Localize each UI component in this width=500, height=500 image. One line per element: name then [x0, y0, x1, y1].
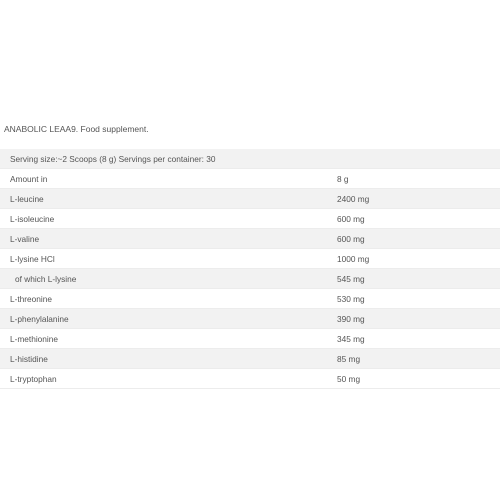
ingredient-amount: 600 mg: [325, 229, 500, 249]
ingredient-name: L-valine: [0, 229, 325, 249]
table-row: [0, 369, 500, 389]
serving-size-text: Serving size:~2 Scoops (8 g) Servings per container: 30: [0, 149, 500, 169]
ingredient-name: L-leucine: [0, 189, 325, 209]
table-row: [0, 309, 500, 329]
nutrition-table: [0, 149, 500, 389]
ingredient-name: L-isoleucine: [0, 209, 325, 229]
table-row: [0, 169, 500, 189]
product-description: ANABOLIC LEAA9. Food supplement.: [4, 124, 149, 134]
ingredient-name: of which L-lysine: [0, 269, 325, 289]
ingredient-name: Amount in: [0, 169, 325, 189]
table-row: [0, 329, 500, 349]
ingredient-name: L-lysine HCl: [0, 249, 325, 269]
ingredient-amount: 50 mg: [325, 369, 500, 389]
ingredient-name: L-methionine: [0, 329, 325, 349]
serving-size-row: [0, 149, 500, 169]
ingredient-amount: 545 mg: [325, 269, 500, 289]
ingredient-amount: 8 g: [325, 169, 500, 189]
table-row: [0, 289, 500, 309]
ingredient-amount: 2400 mg: [325, 189, 500, 209]
ingredient-amount: 85 mg: [325, 349, 500, 369]
table-row: [0, 349, 500, 369]
ingredient-name: L-tryptophan: [0, 369, 325, 389]
ingredient-amount: 1000 mg: [325, 249, 500, 269]
ingredient-amount: 345 mg: [325, 329, 500, 349]
ingredient-amount: 600 mg: [325, 209, 500, 229]
table-row: [0, 249, 500, 269]
ingredient-amount: 530 mg: [325, 289, 500, 309]
table-row: [0, 209, 500, 229]
table-row: [0, 269, 500, 289]
ingredient-name: L-phenylalanine: [0, 309, 325, 329]
ingredient-name: L-histidine: [0, 349, 325, 369]
table-row: [0, 189, 500, 209]
ingredient-amount: 390 mg: [325, 309, 500, 329]
table-row: [0, 229, 500, 249]
ingredient-name: L-threonine: [0, 289, 325, 309]
